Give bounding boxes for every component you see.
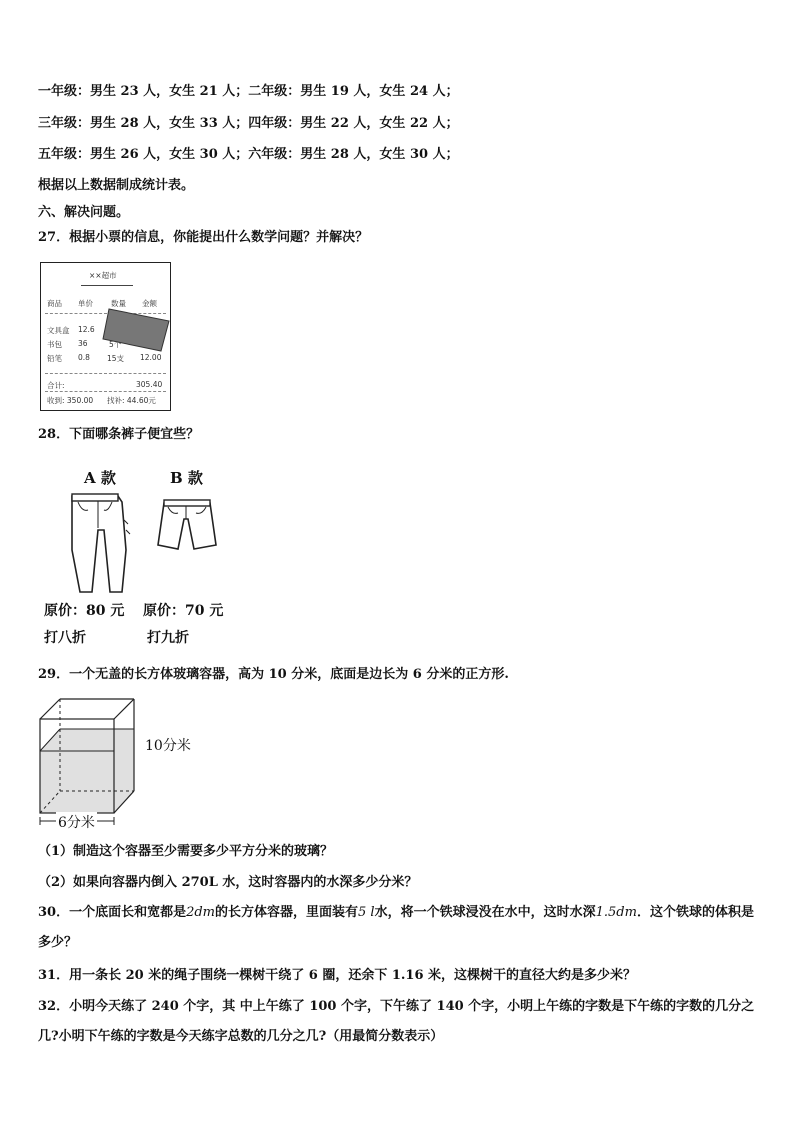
q30-part1: 30．一个底面长和宽都是 bbox=[38, 905, 187, 920]
receipt-change: 找补: 44.60元 bbox=[107, 396, 156, 405]
question-30 bbox=[38, 898, 758, 958]
data-line-4: 根据以上数据制成统计表。 bbox=[38, 178, 195, 193]
q30-part2: 的长方体容器，里面装有 bbox=[215, 905, 359, 920]
receipt-row-3-amount: 12.00 bbox=[140, 353, 162, 362]
question-32: 32．小明今天练了 240 个字，其 中上午练了 100 个字，下午练了 140 个字，小明上午练的字数是下午练的字数的几分之几?小明下午练的字数是今天练字总数的几分之几?（用最简分数表示） bbox=[38, 999, 755, 1044]
receipt-row-3-item: 铅笔 bbox=[47, 354, 62, 363]
receipt-row-2-qty: 5个 bbox=[109, 340, 122, 349]
receipt-row-3-qty: 15支 bbox=[107, 354, 125, 363]
receipt-total-value: 305.40 bbox=[136, 380, 163, 389]
receipt-underline bbox=[81, 285, 133, 286]
receipt-divider-2 bbox=[45, 373, 166, 374]
receipt-row-1-item: 文具盒 bbox=[47, 326, 70, 335]
receipt-image bbox=[40, 262, 171, 411]
question-28: 28．下面哪条裤子便宜些？ bbox=[38, 427, 200, 442]
data-line-1: 一年级：男生 23 人，女生 21 人；二年级：男生 19 人，女生 24 人； bbox=[38, 84, 459, 99]
question-29: 29．一个无盖的长方体玻璃容器，高为 10 分米，底面是边长为 6 分米的正方形. bbox=[38, 667, 509, 682]
q30-vol: 5 l bbox=[358, 905, 375, 920]
shorts-image bbox=[154, 497, 220, 555]
receipt-header-amount: 金额 bbox=[142, 299, 157, 308]
receipt-row-3-price: 0.8 bbox=[78, 353, 90, 362]
receipt-total-label: 合计: bbox=[47, 381, 65, 390]
receipt-row-1-price: 12.6 bbox=[78, 325, 95, 334]
pants-b-price: 原价：70 元 bbox=[143, 603, 224, 619]
question-27: 27．根据小票的信息，你能提出什么数学问题？并解决？ bbox=[38, 230, 369, 245]
receipt-received: 收到: 350.00 bbox=[47, 396, 94, 405]
pants-a-discount: 打八折 bbox=[44, 630, 86, 646]
pants-b-label: B 款 bbox=[170, 469, 203, 487]
question-29-sub1: （1）制造这个容器至少需要多少平方分米的玻璃？ bbox=[38, 844, 334, 859]
receipt-header-price: 单价 bbox=[78, 299, 93, 308]
q30-dim1: 2dm bbox=[186, 905, 216, 920]
data-line-3: 五年级：男生 26 人，女生 30 人；六年级：男生 28 人，女生 30 人； bbox=[38, 147, 459, 162]
receipt-stain bbox=[101, 303, 171, 353]
question-29-sub2: （2）如果向容器内倒入 270L 水，这时容器内的水深多少分米？ bbox=[38, 875, 418, 890]
q30-part4: ．这个铁球的体积是多少？ bbox=[38, 905, 754, 950]
receipt-row-2-item: 书包 bbox=[47, 340, 62, 349]
q30-part3: 水，将一个铁球浸没在水中，这时水深 bbox=[374, 905, 596, 920]
container-diagram bbox=[36, 695, 146, 830]
pants-b-discount: 打九折 bbox=[147, 630, 189, 646]
receipt-row-2-price: 36 bbox=[78, 339, 88, 348]
receipt-header-qty: 数量 bbox=[111, 299, 126, 308]
pants-a-price: 原价：80 元 bbox=[44, 603, 125, 619]
data-line-2: 三年级：男生 28 人，女生 33 人；四年级：男生 22 人，女生 22 人； bbox=[38, 116, 459, 131]
receipt-divider-3 bbox=[45, 391, 166, 392]
receipt-header-item: 商品 bbox=[47, 299, 62, 308]
q30-dim2: 1.5dm bbox=[595, 905, 637, 920]
receipt-store: ××超市 bbox=[89, 271, 117, 280]
pants-a-label: A 款 bbox=[84, 469, 116, 487]
section-title: 六、解决问题。 bbox=[38, 205, 130, 220]
question-31: 31．用一条长 20 米的绳子围绕一棵树干绕了 6 圈，还余下 1.16 米，这棵树干的直径大约是多少米？ bbox=[38, 968, 637, 983]
long-pants-image bbox=[60, 490, 135, 598]
height-label: 10分米 bbox=[145, 738, 191, 754]
width-label: 6分米 bbox=[56, 812, 97, 832]
